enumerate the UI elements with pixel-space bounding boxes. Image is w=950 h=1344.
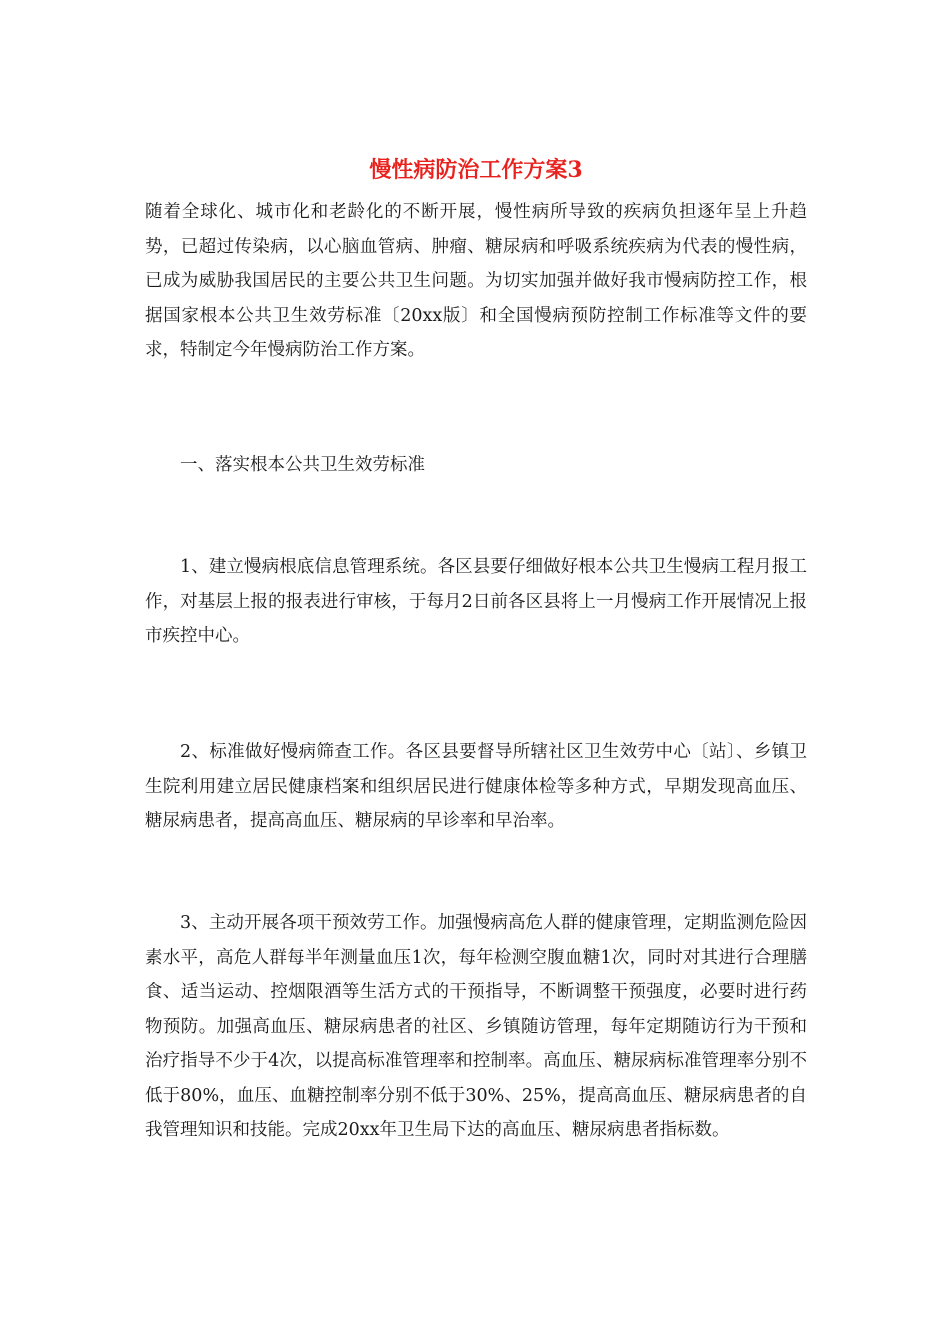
item-paragraph-3: 3、主动开展各项干预效劳工作。加强慢病高危人群的健康管理，定期监测危险因素水平，高危人群每半年测量血压1次，每年检测空腹血糖1次，同时对其进行合理膳食、适当运动、控烟限酒等生活方式的干预指导，不断调整干预强度，必要时进行药物预防。加强高血压、糖尿病患者的社区、乡镇随访管理，每年定期随访行为干预和治疗指导不少于4次，以提高标准管理率和控制率。高血压、糖尿病标准管理率分别不低于80%，血压、血糖控制率分别不低于30%、25%，提高高血压、糖尿病患者的自我管理知识和技能。完成20xx年卫生局下达的高血压、糖尿病患者指标数。: [145, 913, 807, 1140]
item-paragraph-2: 2、标准做好慢病筛查工作。各区县要督导所辖社区卫生效劳中心〔站〕、乡镇卫生院利用建立居民健康档案和组织居民进行健康体检等多种方式，早期发现高血压、糖尿病患者，提高高血压、糖尿病的早诊率和早治率。: [145, 742, 807, 831]
intro-paragraph: 随着全球化、城市化和老龄化的不断开展，慢性病所导致的疾病负担逐年呈上升趋势，已超过传染病，以心脑血管病、肿瘤、糖尿病和呼吸系统疾病为代表的慢性病，已成为威胁我国居民的主要公共卫生问题。为切实加强并做好我市慢病防控工作，根据国家根本公共卫生效劳标准〔20xx版〕和全国慢病预防控制工作标准等文件的要求，特制定今年慢病防治工作方案。: [145, 202, 807, 360]
item-paragraph-1: 1、建立慢病根底信息管理系统。各区县要仔细做好根本公共卫生慢病工程月报工作，对基层上报的报表进行审核，于每月2日前各区县将上一月慢病工作开展情况上报市疾控中心。: [145, 557, 807, 646]
document-title: 慢性病防治工作方案3: [369, 157, 583, 183]
section-heading-1: 一、落实根本公共卫生效劳标准: [180, 455, 425, 475]
document-page: [145, 0, 807, 1344]
